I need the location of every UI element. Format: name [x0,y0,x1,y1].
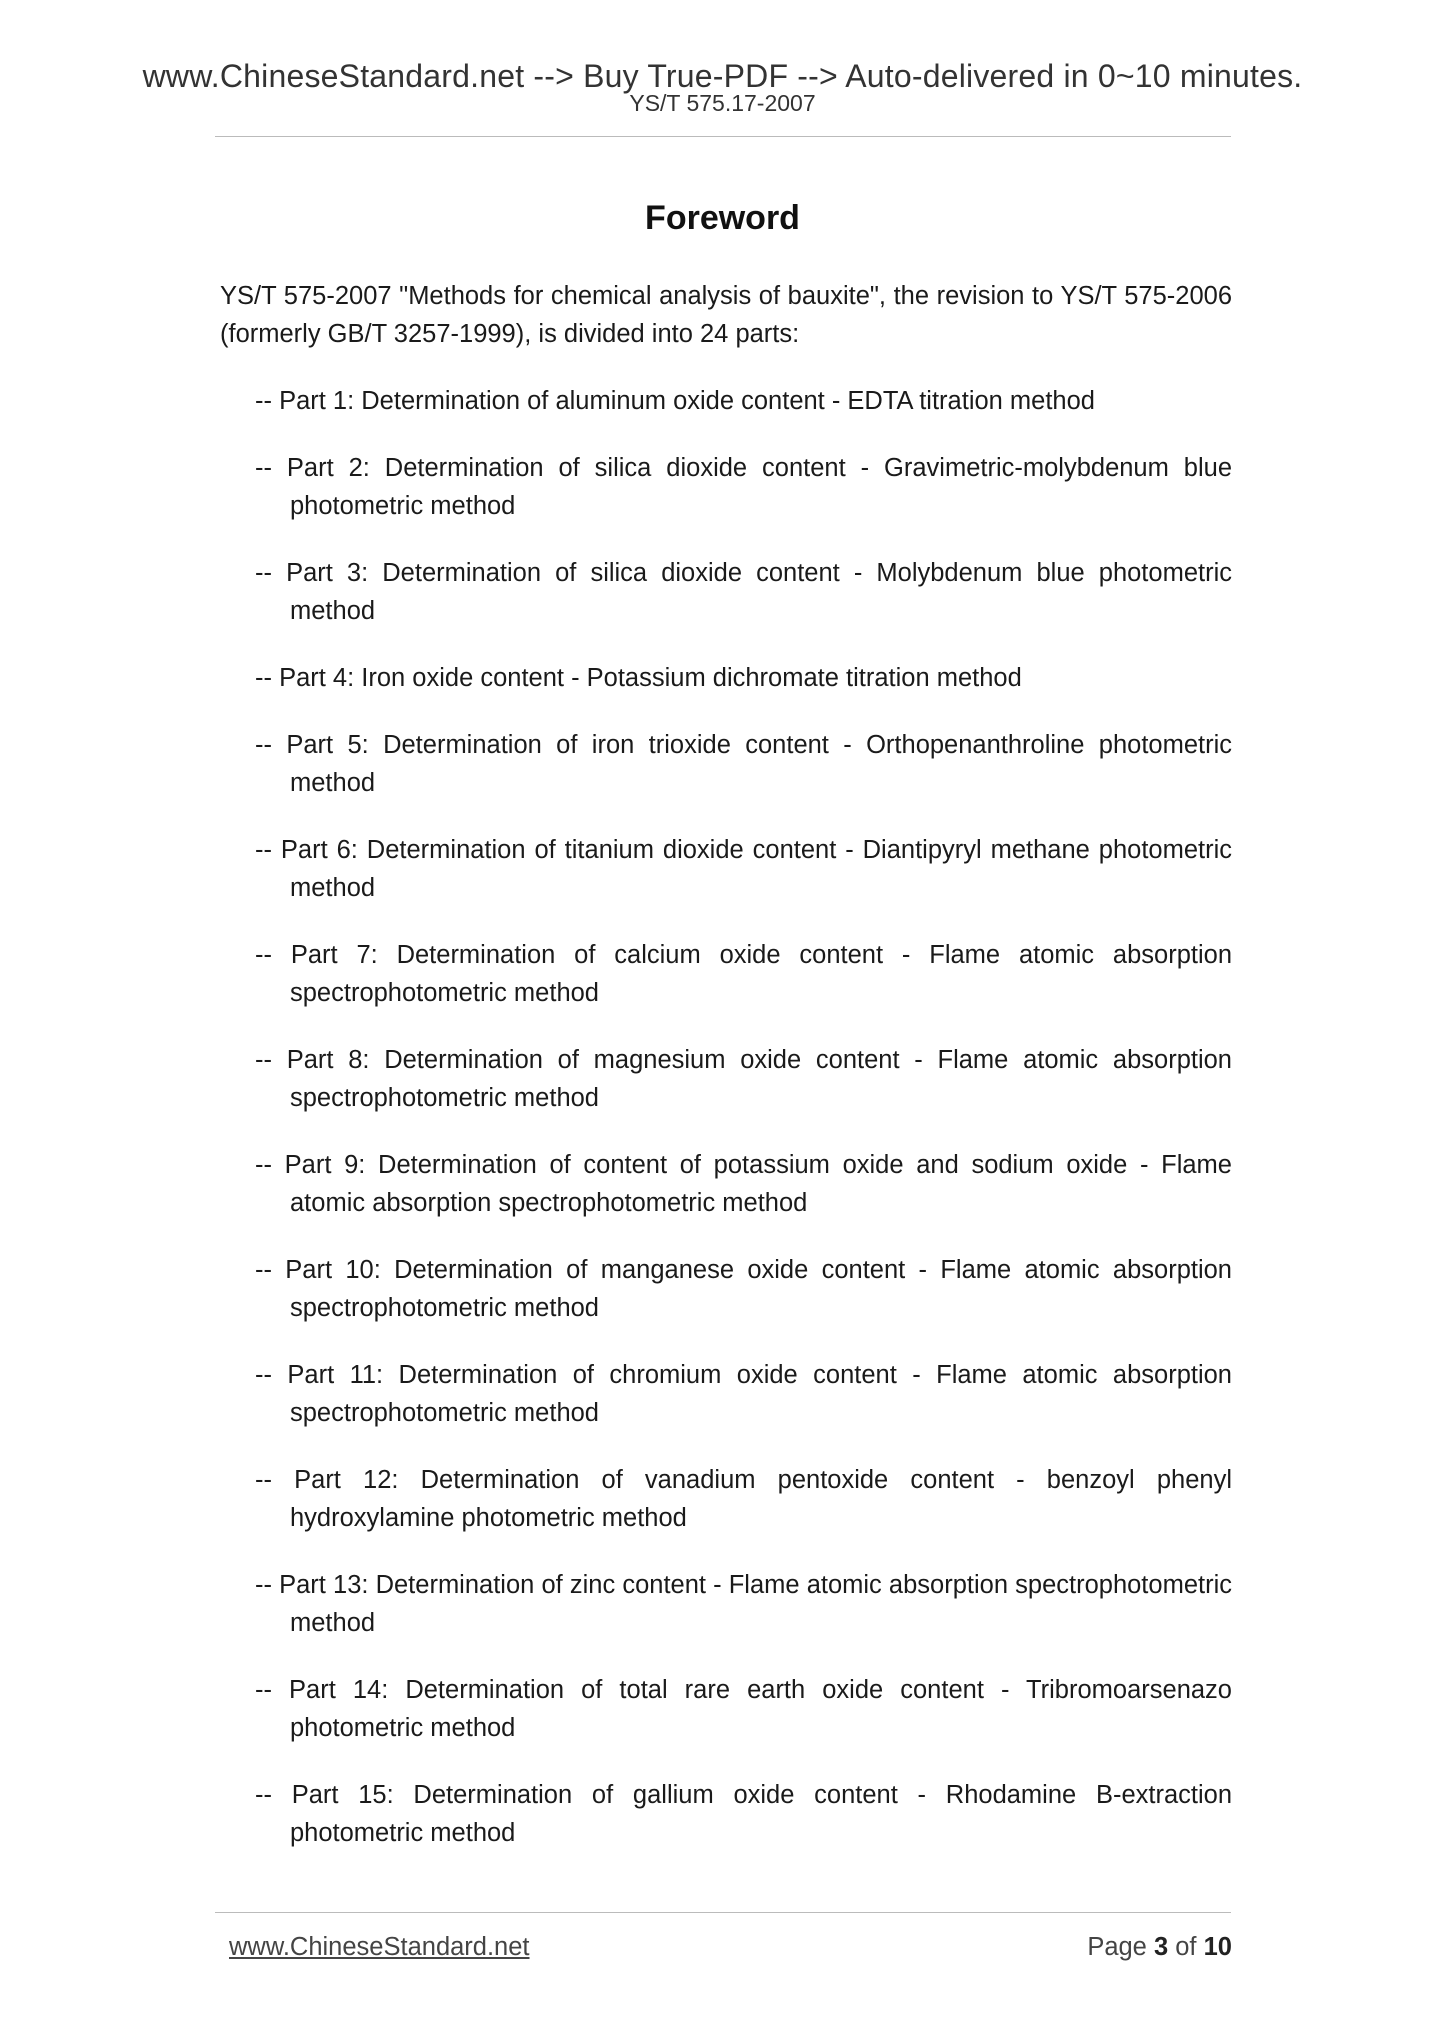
part-item: -- Part 9: Determination of content of potassium oxide and sodium oxide - Flame atomic absorption spectrophotometric method [255,1151,1232,1217]
parts-list [220,382,1232,1852]
part-item: -- Part 6: Determination of titanium dioxide content - Diantipyryl methane photometric method [255,836,1232,902]
part-item: -- Part 2: Determination of silica dioxide content - Gravimetric-molybdenum blue photometric method [255,454,1232,520]
part-item: -- Part 3: Determination of silica dioxide content - Molybdenum blue photometric method [255,559,1232,625]
page-title: Foreword [645,199,800,237]
site-banner: www.ChineseStandard.net --> Buy True-PDF --> Auto-delivered in 0~10 minutes. [142,58,1303,94]
footer-site-link[interactable]: www.ChineseStandard.net [229,1933,530,1961]
page-total: 10 [1203,1933,1232,1961]
page-current: 3 [1153,1933,1169,1961]
part-item: -- Part 8: Determination of magnesium oxide content - Flame atomic absorption spectrophotometric method [255,1046,1232,1112]
page-indicator [1087,1932,1232,1962]
foreword-body [220,277,1232,1881]
footer-divider [215,1912,1231,1913]
part-item: -- Part 15: Determination of gallium oxide content - Rhodamine B-extraction photometric method [255,1781,1232,1847]
intro-paragraph: YS/T 575-2007 "Methods for chemical analysis of bauxite", the revision to YS/T 575-2006 (formerly GB/T 3257-1999), is divided into 24 parts: [220,282,1232,348]
page-of: of [1175,1933,1197,1961]
header-divider [215,136,1231,137]
part-item: -- Part 1: Determination of aluminum oxide content - EDTA titration method [255,387,1095,415]
part-item: -- Part 13: Determination of zinc content - Flame atomic absorption spectrophotometric method [255,1571,1232,1637]
document-code: YS/T 575.17-2007 [629,90,816,116]
part-item: -- Part 5: Determination of iron trioxide content - Orthopenanthroline photometric method [255,731,1232,797]
page-prefix: Page [1087,1933,1147,1961]
part-item: -- Part 10: Determination of manganese oxide content - Flame atomic absorption spectrophotometric method [255,1256,1232,1322]
part-item: -- Part 7: Determination of calcium oxide content - Flame atomic absorption spectrophotometric method [255,941,1232,1007]
part-item: -- Part 12: Determination of vanadium pentoxide content - benzoyl phenyl hydroxylamine photometric method [255,1466,1232,1532]
part-item: -- Part 14: Determination of total rare earth oxide content - Tribromoarsenazo photometric method [255,1676,1232,1742]
part-item: -- Part 11: Determination of chromium oxide content - Flame atomic absorption spectrophotometric method [255,1361,1232,1427]
part-item: -- Part 4: Iron oxide content - Potassium dichromate titration method [255,664,1022,692]
